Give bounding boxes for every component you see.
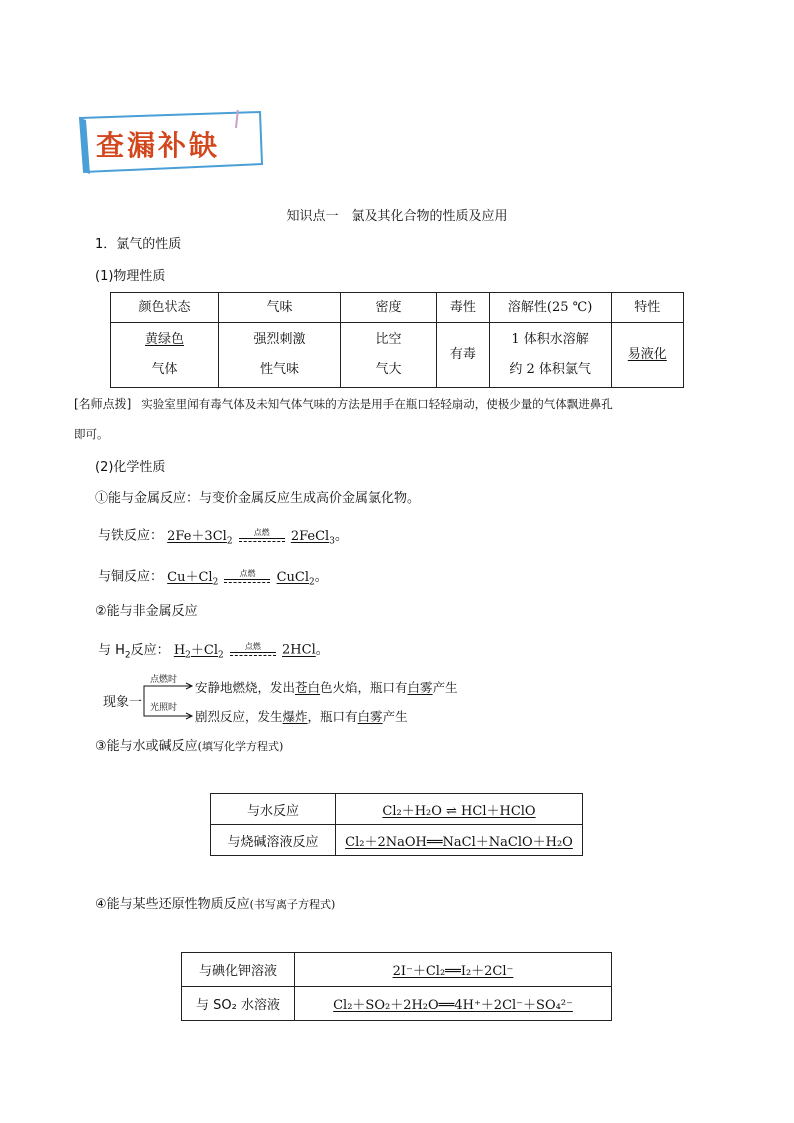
- h2-equation: 与 $H_2$反应： $H_2+Cl_2$ 点燃 2HCl。: [98, 642, 329, 661]
- page-title: 知识点一 氯及其化合物的性质及应用: [286, 209, 508, 224]
- condition-light: 光照时: [150, 703, 178, 713]
- table-cell: 与烧碱溶液反应: [211, 825, 336, 856]
- table-row: [211, 825, 583, 856]
- reaction-arrow: 点燃: [224, 568, 270, 586]
- header-cell: 特性: [611, 293, 683, 323]
- h2-label: 与 $H_2$反应：: [98, 642, 170, 661]
- fe-rhs: 2FeCl$_3$: [290, 528, 335, 547]
- header-cell: 颜色状态: [111, 293, 219, 323]
- tip-text: 实验室里闻有毒气体及未知气体气味的方法是用手在瓶口轻轻扇动，使极少量的气体飘进鼻孔: [141, 397, 613, 411]
- banner-title: 查漏补缺: [96, 129, 221, 162]
- physical-properties-table: [110, 292, 684, 388]
- table-cell: Cl₂＋2NaOH══NaCl＋NaClO＋H₂O: [336, 825, 583, 856]
- reaction-arrow: 点燃: [239, 527, 285, 545]
- header-cell: 密度: [340, 293, 436, 323]
- table-cell: 与 SO₂ 水溶液: [182, 987, 295, 1021]
- table-cell: 易液化: [611, 323, 683, 388]
- header-cell: 气味: [219, 293, 341, 323]
- fe-lhs: $2Fe+3Cl_2$: [167, 528, 233, 547]
- table-cell: 2I⁻＋Cl₂══I₂＋2Cl⁻: [295, 953, 612, 987]
- cu-label: 与铜反应：: [98, 569, 164, 585]
- h2-rhs: 2HCl: [282, 642, 316, 658]
- table-cell: 与碘化钾溶液: [182, 953, 295, 987]
- condition-ignite: 点燃时: [150, 675, 178, 685]
- table-cell: 有毒: [437, 323, 490, 388]
- fe-equation: 与铁反应： $2Fe+3Cl_2$ 点燃 2FeCl$_3$。: [98, 528, 348, 547]
- tip-line-1: [74, 395, 613, 413]
- table-cell: 黄绿色 气体: [111, 323, 219, 388]
- tip-line-2: 即可。: [74, 427, 109, 441]
- item-4: ④能与某些还原性物质反应(书写离子方程式): [95, 897, 336, 912]
- reaction-arrow: 点燃: [230, 641, 276, 659]
- table-row: [111, 323, 684, 388]
- subsection-chem: (2)化学性质: [95, 460, 166, 475]
- water-base-table: [210, 793, 583, 856]
- phenomenon-line-2: 剧烈反应，发生爆炸，瓶口有白雾产生: [195, 709, 408, 724]
- fe-label: 与铁反应：: [98, 528, 164, 544]
- section-title: 1．氯气的性质: [95, 237, 182, 252]
- cu-rhs: CuCl$_2$: [276, 569, 315, 588]
- table-cell: Cl₂＋H₂O ⇌ HCl＋HClO: [336, 794, 583, 825]
- table-row: [182, 953, 612, 987]
- phenomenon-line-1: 安静地燃烧，发出苍白色火焰，瓶口有白雾产生: [195, 680, 458, 695]
- tip-tag: [名师点拨]: [74, 397, 132, 411]
- cu-equation: 与铜反应： $Cu+Cl_2$ 点燃 CuCl$_2$。: [98, 569, 328, 588]
- subsection-phys: (1)物理性质: [95, 269, 166, 284]
- item-2: ②能与非金属反应: [95, 604, 198, 619]
- item-1: ①能与金属反应：与变价金属反应生成高价金属氯化物。: [95, 491, 421, 506]
- phenomenon-label: 现象一: [103, 695, 143, 710]
- header-cell: 溶解性(25 ℃): [489, 293, 611, 323]
- cu-lhs: $Cu+Cl_2$: [167, 569, 219, 588]
- table-cell: 比空 气大: [340, 323, 436, 388]
- table-cell: Cl₂＋SO₂＋2H₂O══4H⁺＋2Cl⁻＋SO₄²⁻: [295, 987, 612, 1021]
- h2-lhs: $H_2+Cl_2$: [173, 642, 224, 661]
- reducing-agent-table: [181, 952, 612, 1021]
- item-3: ③能与水或碱反应(填写化学方程式): [95, 739, 284, 754]
- table-cell: 强烈刺激 性气味: [219, 323, 341, 388]
- table-cell: 1 体积水溶解 约 2 体积氯气: [489, 323, 611, 388]
- table-header-row: [111, 293, 684, 323]
- header-cell: 毒性: [437, 293, 490, 323]
- table-cell: 与水反应: [211, 794, 336, 825]
- table-row: [182, 987, 612, 1021]
- table-row: [211, 794, 583, 825]
